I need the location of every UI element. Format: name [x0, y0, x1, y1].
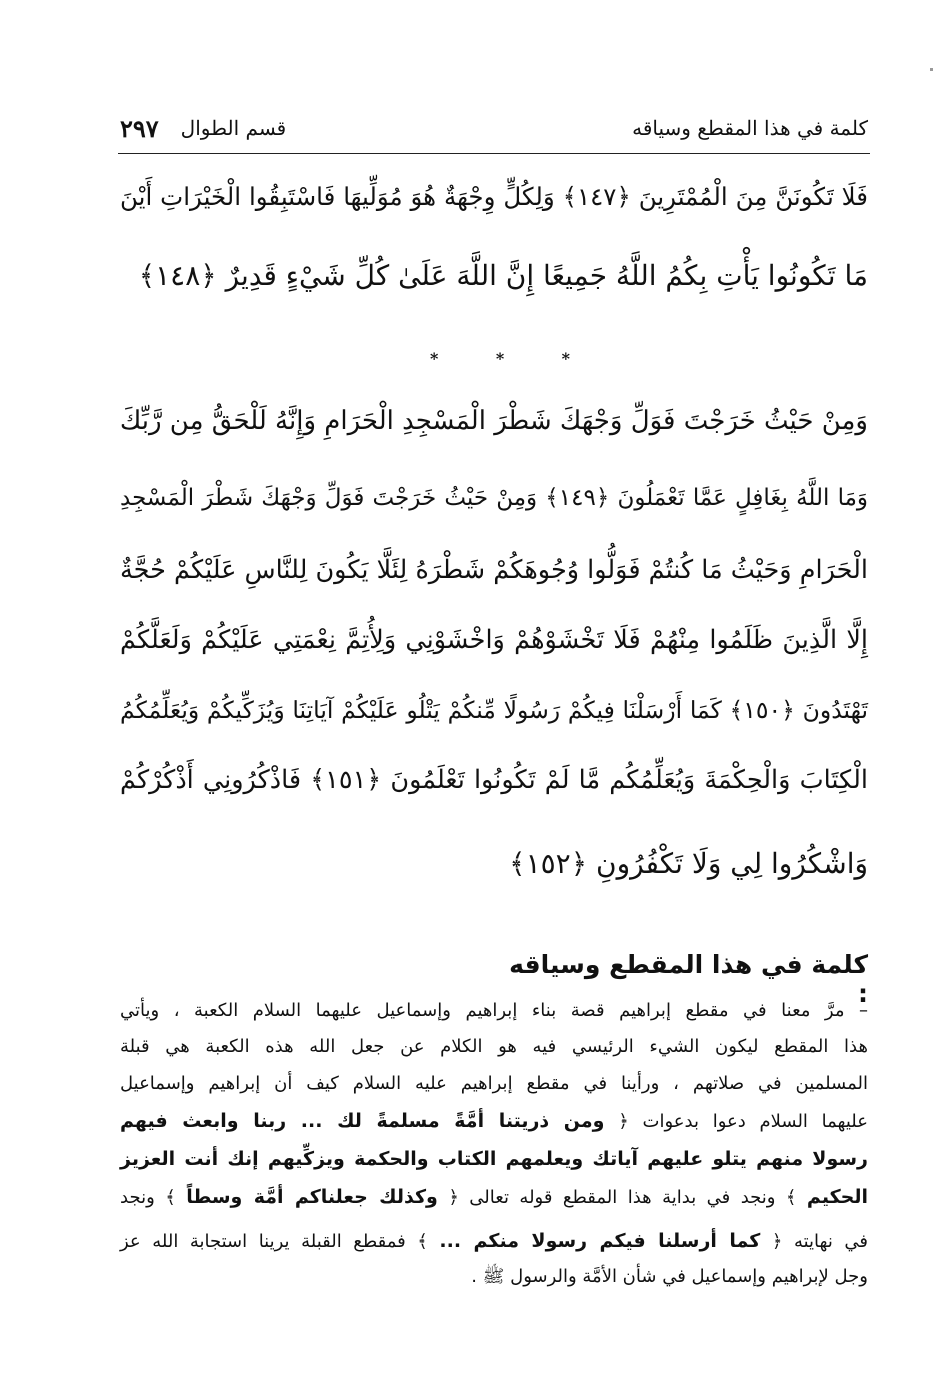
header-left-group	[120, 114, 286, 143]
paragraph-line: المسلمين في صلاتهم ، ورأينا في مقطع إبراهيم عليه السلام كيف أن إبراهيم وإسماعيل	[120, 1073, 868, 1094]
verse-line: فَلَا تَكُونَنَّ مِنَ الْمُمْتَرِينَ ﴿١٤٧﴾ وَلِكُلٍّ وِجْهَةٌ هُوَ مُوَلِّيهَا فَاسْتَبِقُوا الْخَيْرَاتِ أَيْنَ	[120, 182, 868, 211]
verse-line: الْكِتَابَ وَالْحِكْمَةَ وَيُعَلِّمُكُم مَّا لَمْ تَكُونُوا تَعْلَمُونَ ﴿١٥١﴾ فَاذْكُرُونِي أَذْكُرْكُمْ	[120, 765, 868, 795]
plain-text: عليهما السلام دعوا بدعوات ﴿	[618, 1111, 868, 1132]
quranic-quote: رسولا منهم يتلو عليهم آياتك ويعلمهم الكتاب والحكمة ويزكِّيهم إنك أنت العزيز	[120, 1148, 868, 1170]
plain-text: ﴾ فمقطع القبلة يرينا استجابة الله عز	[120, 1231, 428, 1252]
verse-line: وَمِنْ حَيْثُ خَرَجْتَ فَوَلِّ وَجْهَكَ شَطْرَ الْمَسْجِدِ الْحَرَامِ وَإِنَّهُ لَلْحَقُّ مِن رَّبِّكَ	[119, 406, 868, 436]
running-header	[120, 108, 868, 148]
scan-mark	[930, 68, 933, 71]
header-rule	[118, 153, 870, 154]
verse-line: الْحَرَامِ وَحَيْثُ مَا كُنتُمْ فَوَلُّوا وُجُوهَكُمْ شَطْرَهُ لِئَلَّا يَكُونَ لِلنَّاسِ عَلَيْكُمْ حُجَّةٌ	[120, 555, 868, 585]
section-heading: كلمة في هذا المقطع وسياقه :	[509, 950, 868, 1008]
paragraph-line: – مرَّ معنا في مقطع إبراهيم قصة بناء إبراهيم وإسماعيل عليهما السلام الكعبة ، ويأتي	[120, 1000, 868, 1021]
paragraph-line: وجل لإبراهيم وإسماعيل في شأن الأمَّة والرسول ﷺ .	[471, 1266, 868, 1287]
paragraph-line: هذا المقطع ليكون الشيء الرئيسي فيه هو الكلام عن جعل الله هذه الكعبة هي قبلة	[120, 1036, 868, 1057]
page-number: ٢٩٧	[120, 113, 159, 143]
verse-line: مَا تَكُونُوا يَأْتِ بِكُمُ اللَّهُ جَمِيعًا إِنَّ اللَّهَ عَلَىٰ كُلِّ شَيْءٍ قَدِيرٌ ﴿١٤٨﴾	[138, 259, 868, 292]
paragraph-line	[120, 1230, 868, 1253]
quranic-quote: كما أرسلنا فيكم رسولا منكم ...	[439, 1230, 761, 1252]
header-section-label: قسم الطوال	[180, 116, 287, 140]
section-separator	[430, 346, 570, 370]
quranic-quote: وكذلك جعلناكم أمَّة وسطاً	[186, 1186, 438, 1208]
plain-text: ﴾ ونجد	[120, 1187, 176, 1208]
quranic-quote: الحكيم	[806, 1186, 868, 1208]
quranic-quote: ومن ذريتنا أمَّةً مسلمةً لك ... ربنا وابعث فيهم	[120, 1110, 605, 1132]
paragraph-line	[120, 1110, 868, 1133]
header-chapter-title: كلمة في هذا المقطع وسياقه	[632, 116, 868, 140]
verse-line: تَهْتَدُونَ ﴿١٥٠﴾ كَمَا أَرْسَلْنَا فِيكُمْ رَسُولًا مِّنكُمْ يَتْلُو عَلَيْكُمْ آيَاتِنَا وَيُزَكِّيكُمْ وَيُعَلِّمُكُمُ	[120, 696, 868, 724]
plain-text: ﴾ ونجد في بداية هذا المقطع قوله تعالى ﴿	[448, 1187, 797, 1208]
separator-star: *	[561, 348, 570, 368]
separator-star: *	[495, 348, 505, 368]
verse-line: وَمَا اللَّهُ بِغَافِلٍ عَمَّا تَعْمَلُونَ ﴿١٤٩﴾ وَمِنْ حَيْثُ خَرَجْتَ فَوَلِّ وَجْهَكَ شَطْرَ الْمَسْجِدِ	[120, 485, 869, 511]
paragraph-line	[120, 1148, 868, 1171]
verse-line: وَاشْكُرُوا لِي وَلَا تَكْفُرُونِ ﴿١٥٢﴾	[509, 847, 868, 880]
plain-text: في نهايته ﴿	[771, 1231, 868, 1252]
paragraph-line	[120, 1186, 868, 1209]
separator-star: *	[430, 348, 439, 368]
verse-line: إِلَّا الَّذِينَ ظَلَمُوا مِنْهُمْ فَلَا تَخْشَوْهُمْ وَاخْشَوْنِي وَلِأُتِمَّ نِعْمَتِي عَلَيْكُمْ وَلَعَلَّكُمْ	[120, 625, 868, 655]
